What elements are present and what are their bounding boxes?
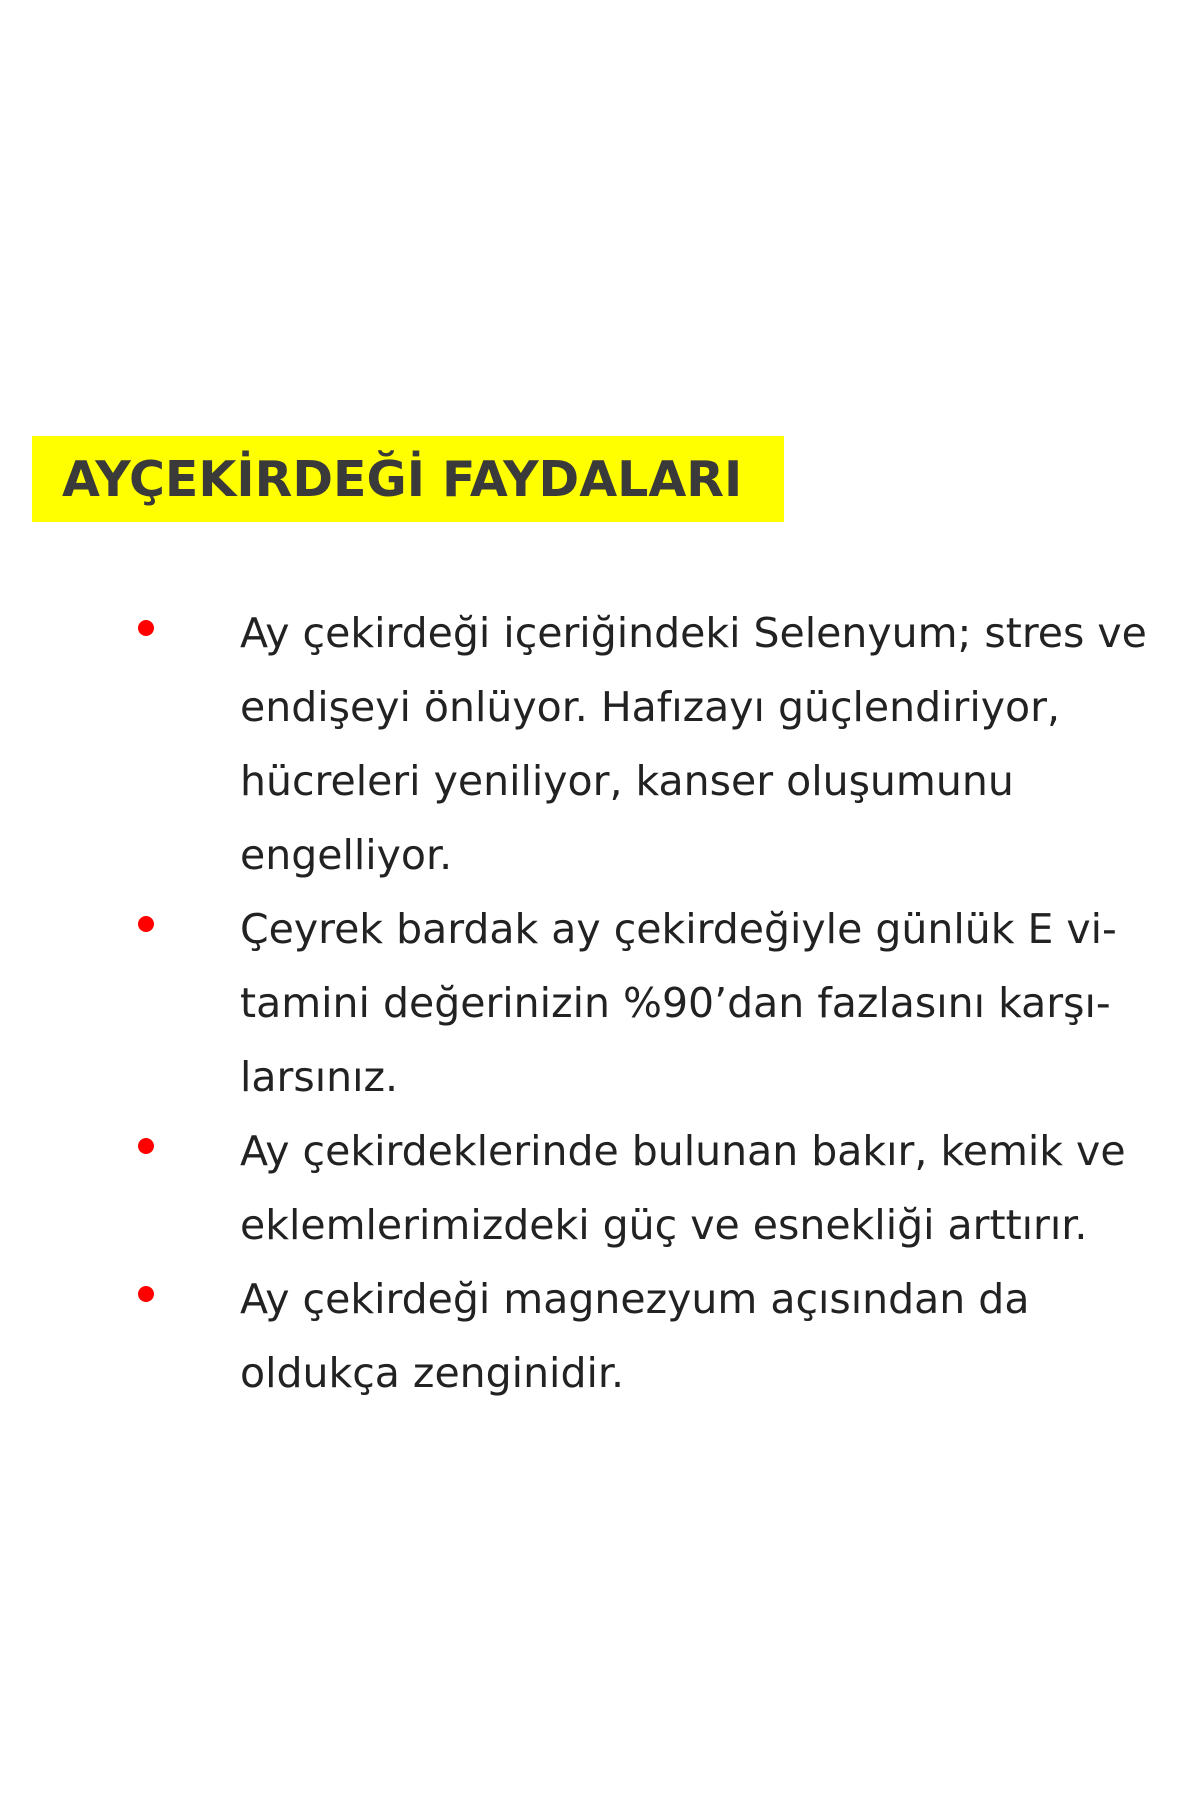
benefit-line: endişeyi önlüyor. Hafızayı güçlendiriyor, [240,683,1061,731]
bullet-icon [138,916,154,932]
benefit-line: Çeyrek bardak ay çekirdeğiyle günlük E vi- [240,905,1117,953]
list-item [0,596,1160,892]
title-highlight [32,436,784,522]
benefit-line: oldukça zenginidir. [240,1349,624,1397]
bullet-icon [138,1138,154,1154]
benefit-line: Ay çekirdeği içeriğindeki Selenyum; stres ve [240,609,1147,657]
document-title: AYÇEKİRDEĞİ FAYDALARI [62,450,743,508]
benefit-line: eklemlerimizdeki güç ve esnekliği arttırır. [240,1201,1088,1249]
benefit-line: larsınız. [240,1053,399,1101]
benefit-line: Ay çekirdeği magnezyum açısından da [240,1275,1030,1323]
bullet-icon [138,1286,154,1302]
benefit-list [0,596,1200,1410]
list-item [0,1114,1160,1262]
benefit-line: tamini değerinizin %90’dan fazlasını karşı- [240,979,1111,1027]
list-item [0,892,1160,1114]
bullet-icon [138,620,154,636]
benefit-line: engelliyor. [240,831,453,879]
list-item [0,1262,1160,1410]
benefit-line: Ay çekirdeklerinde bulunan bakır, kemik ve [240,1127,1126,1175]
benefit-line: hücreleri yeniliyor, kanser oluşumunu [240,757,1014,805]
